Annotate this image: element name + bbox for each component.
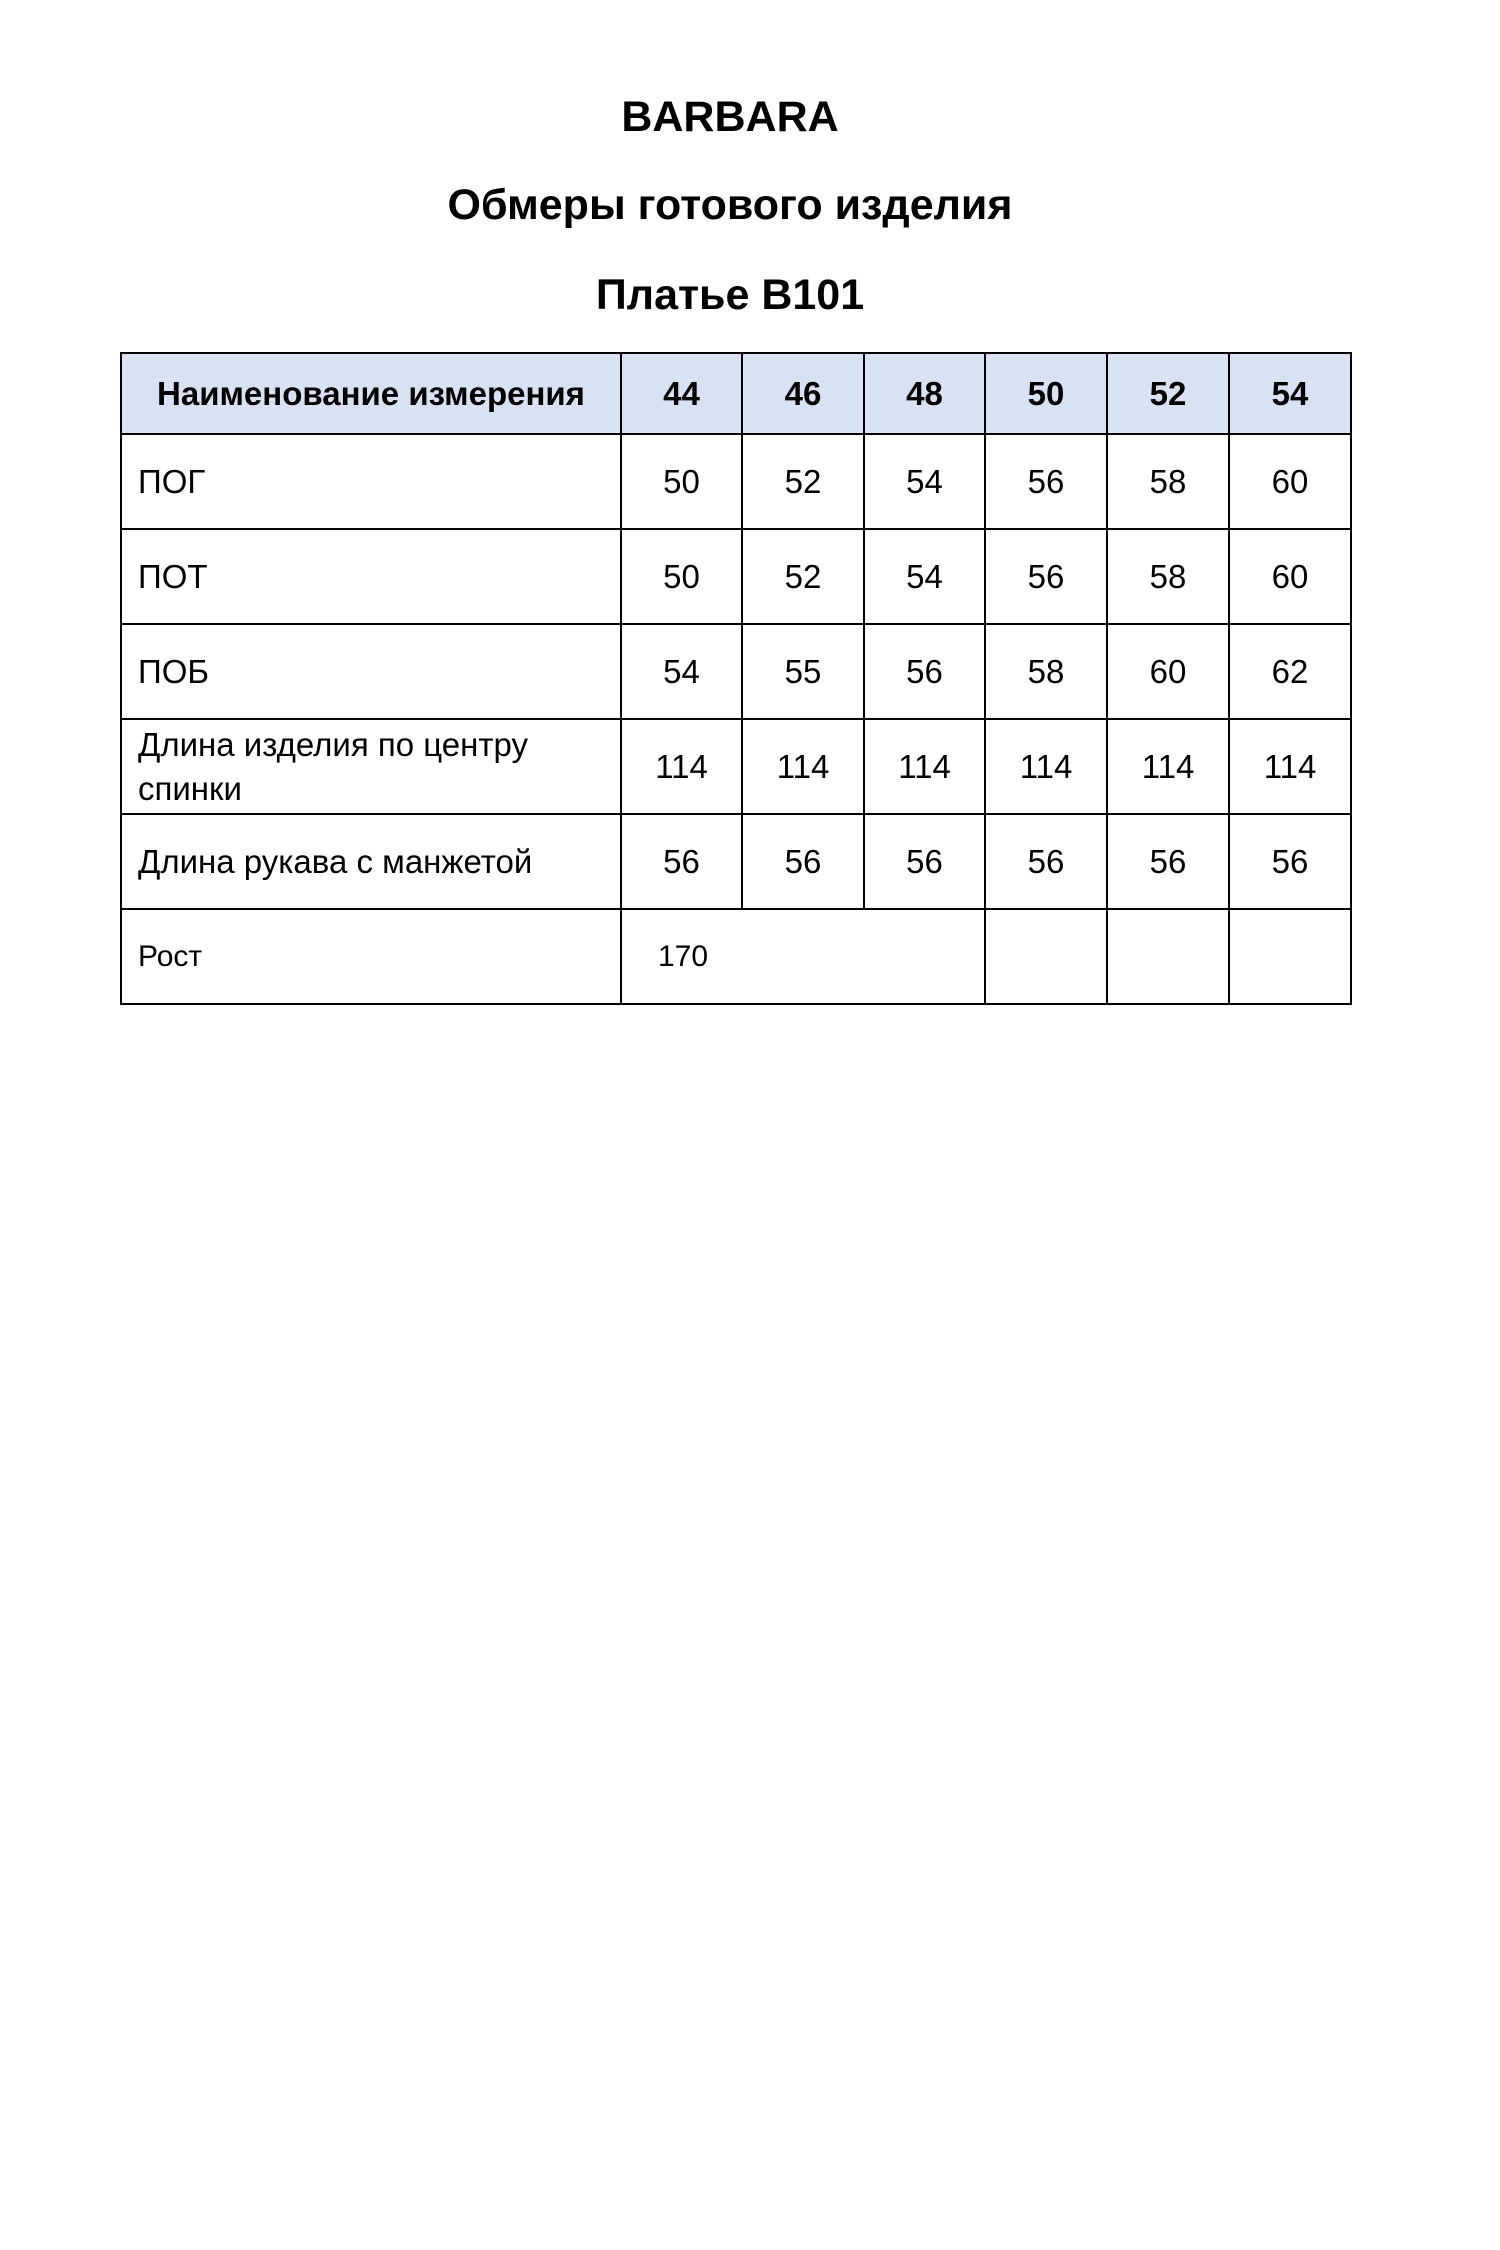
table-row-height: [121, 909, 1351, 1004]
table-cell: 114: [985, 719, 1107, 814]
table-cell: 62: [1229, 624, 1351, 719]
row-label: ПОТ: [121, 529, 621, 624]
table-cell: 56: [985, 529, 1107, 624]
table-cell-empty: [1229, 909, 1351, 1004]
table-cell-empty: [985, 909, 1107, 1004]
height-value-cell: 170: [621, 909, 985, 1004]
table-cell: 114: [742, 719, 864, 814]
document-subtitle: Обмеры готового изделия: [447, 181, 1013, 229]
table-cell: 50: [621, 434, 742, 529]
column-header-size: 52: [1107, 353, 1229, 434]
column-header-measurement-name: Наименование измерения: [121, 353, 621, 434]
table-cell: 56: [1229, 814, 1351, 909]
table-row: [121, 529, 1351, 624]
table-cell: 55: [742, 624, 864, 719]
table-header-row: [121, 353, 1351, 434]
table-cell: 56: [1107, 814, 1229, 909]
table-cell: 50: [621, 529, 742, 624]
column-header-size: 46: [742, 353, 864, 434]
table-row: [121, 814, 1351, 909]
row-label: Длина рукава с манжетой: [121, 814, 621, 909]
table-cell-empty: [1107, 909, 1229, 1004]
table-cell: 54: [864, 529, 985, 624]
row-label: ПОБ: [121, 624, 621, 719]
table-row: [121, 624, 1351, 719]
table-cell: 114: [1229, 719, 1351, 814]
table-cell: 60: [1107, 624, 1229, 719]
table-cell: 54: [621, 624, 742, 719]
column-header-size: 48: [864, 353, 985, 434]
column-header-size: 50: [985, 353, 1107, 434]
column-header-size: 44: [621, 353, 742, 434]
column-header-size: 54: [1229, 353, 1351, 434]
table-cell: 56: [742, 814, 864, 909]
table-cell: 114: [621, 719, 742, 814]
table-cell: 60: [1229, 529, 1351, 624]
brand-title: BARBARA: [621, 93, 839, 141]
table-row: [121, 434, 1351, 529]
table-row: [121, 719, 1351, 814]
row-label: Длина изделия по центру спинки: [121, 719, 621, 814]
measurement-table: [120, 352, 1352, 1005]
table-cell: 56: [985, 814, 1107, 909]
table-cell: 56: [621, 814, 742, 909]
row-label: Рост: [121, 909, 621, 1004]
table-cell: 56: [864, 624, 985, 719]
table-cell: 52: [742, 529, 864, 624]
table-cell: 58: [985, 624, 1107, 719]
table-cell: 56: [985, 434, 1107, 529]
table-cell: 114: [864, 719, 985, 814]
table-cell: 58: [1107, 434, 1229, 529]
table-cell: 60: [1229, 434, 1351, 529]
table-cell: 56: [864, 814, 985, 909]
product-title: Платье B101: [595, 271, 865, 319]
table-cell: 54: [864, 434, 985, 529]
table-cell: 58: [1107, 529, 1229, 624]
row-label: ПОГ: [121, 434, 621, 529]
table-cell: 114: [1107, 719, 1229, 814]
table-cell: 52: [742, 434, 864, 529]
